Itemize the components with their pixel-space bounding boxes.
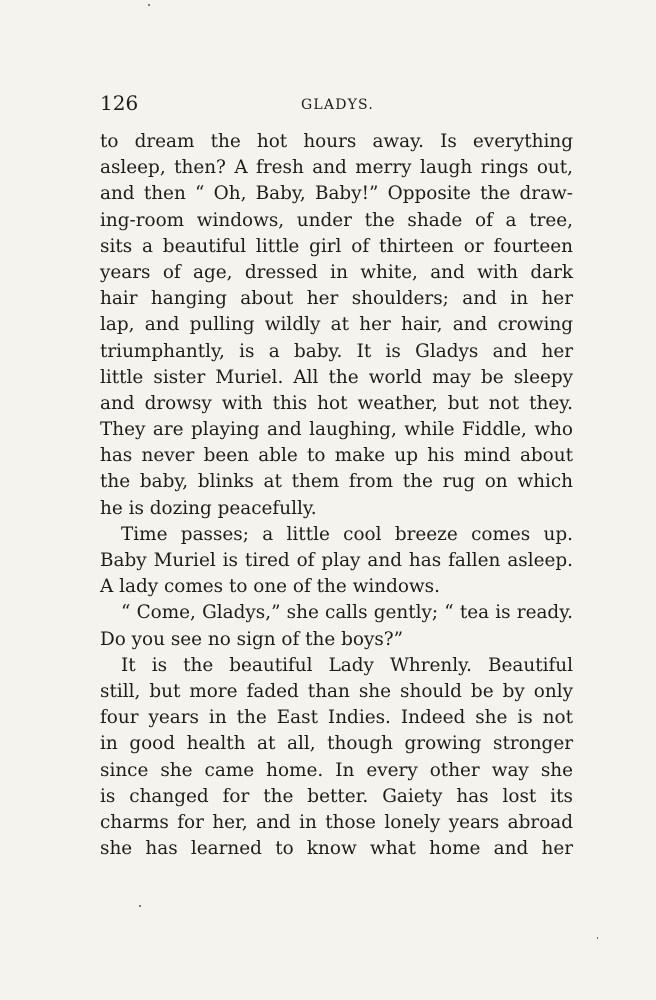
text-line: A lady comes to one of the windows. <box>100 576 440 598</box>
text-line: Baby Muriel is tired of play and has fallen asleep. <box>100 550 573 571</box>
text-line: is changed for the better. Gaiety has lost its <box>100 785 573 807</box>
text-line: “ Come, Gladys,” she calls gently; “ tea is ready. <box>121 602 573 624</box>
text-line: charms for her, and in those lonely years abroad <box>100 811 573 833</box>
text-line: sits a beautiful little girl of thirteen or fourteen <box>100 235 573 257</box>
text-line: It is the beautiful Lady Whrenly. Beautiful <box>121 654 573 676</box>
text-line: little sister Muriel. All the world may be sleepy <box>100 366 573 388</box>
text-line: she has learned to know what home and her <box>100 838 573 860</box>
text-line: Do you see no sign of the boys?” <box>100 628 404 650</box>
paper-speck <box>148 4 150 6</box>
text-line: the baby, blinks at them from the rug on which <box>100 471 573 493</box>
running-head: GLADYS. <box>301 97 374 113</box>
page-number: 126 <box>100 91 139 115</box>
text-line: four years in the East Indies. Indeed she is not <box>100 707 573 729</box>
text-line: ing-room windows, under the shade of a tree, <box>100 209 573 231</box>
text-line: triumphantly, is a baby. It is Gladys and her <box>100 340 573 362</box>
text-line: has never been able to make up his mind about <box>100 445 573 467</box>
text-line: to dream the hot hours away. Is everything <box>100 131 573 152</box>
text-line: he is dozing peacefully. <box>100 497 317 519</box>
text-line: lap, and pulling wildly at her hair, and crowing <box>100 314 573 336</box>
text-line: Time passes; a little cool breeze comes up. <box>121 523 573 545</box>
body-text <box>100 129 573 862</box>
text-line: years of age, dressed in white, and with dark <box>100 261 573 283</box>
paper-speck <box>139 905 141 907</box>
text-line: and then “ Oh, Baby, Baby!” Opposite the draw- <box>100 183 573 205</box>
text-line: They are playing and laughing, while Fiddle, who <box>100 419 573 441</box>
text-line: asleep, then? A fresh and merry laugh rings out, <box>100 157 573 179</box>
text-line: in good health at all, though growing stronger <box>100 733 573 755</box>
text-line: hair hanging about her shoulders; and in her <box>100 288 573 310</box>
page-header <box>100 88 573 118</box>
text-line: still, but more faded than she should be by only <box>100 680 573 702</box>
text-line: and drowsy with this hot weather, but not they. <box>100 392 573 414</box>
paper-speck <box>597 937 598 939</box>
text-line: since she came home. In every other way she <box>100 759 573 781</box>
